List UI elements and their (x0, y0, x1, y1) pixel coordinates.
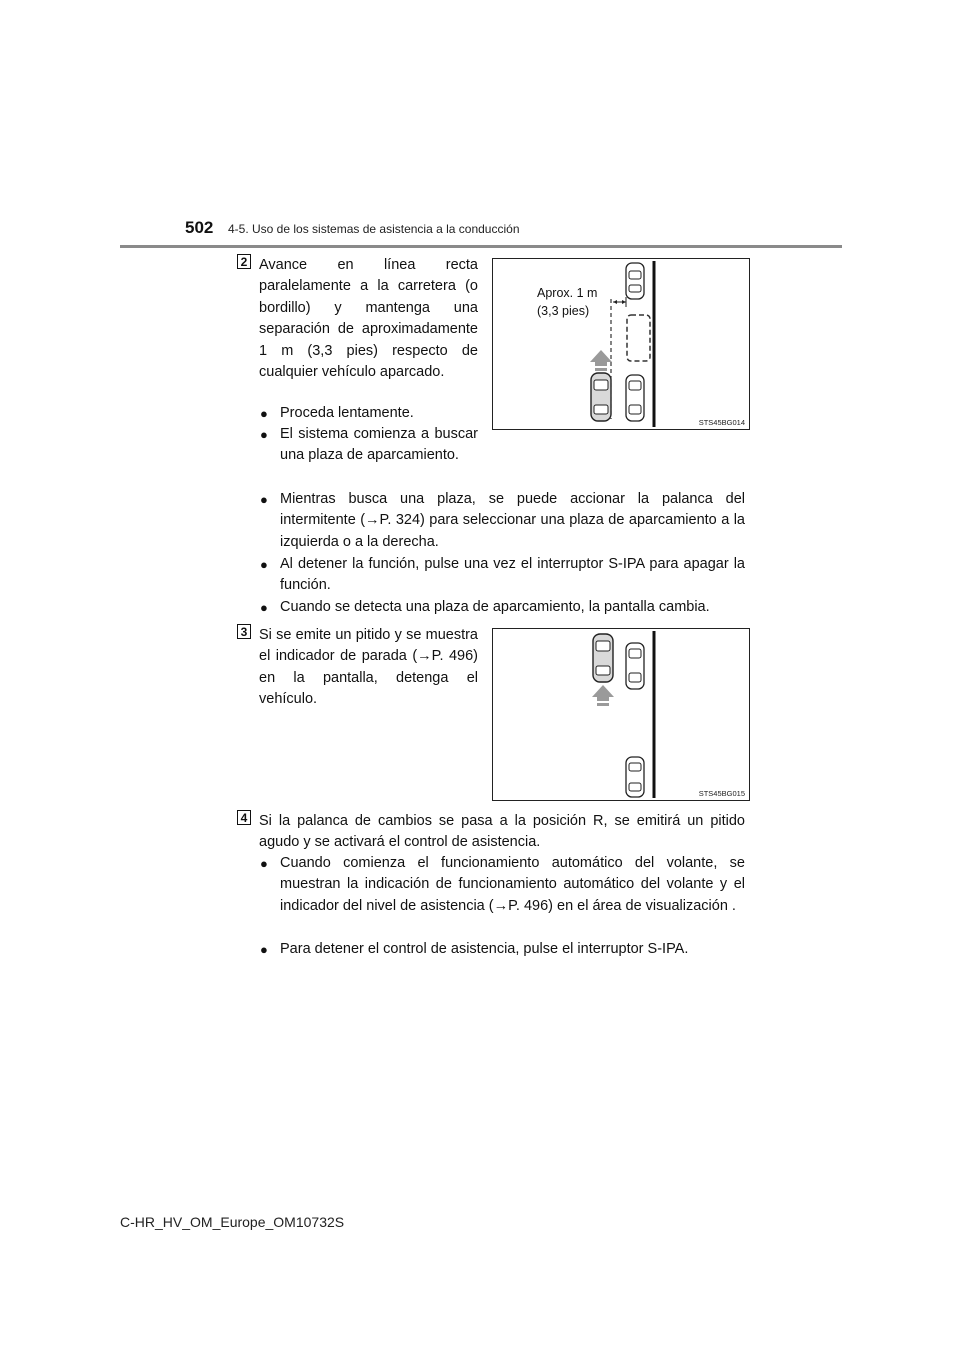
step-number-3: 3 (237, 624, 251, 639)
parking-space-outline (627, 315, 650, 361)
section-title: 4-5. Uso de los sistemas de asistencia a la conducción (228, 222, 520, 236)
step-2-bullet: ● Al detener la función, pulse una vez el interruptor S-IPA para apagar la función. (260, 556, 745, 594)
figure-1-illustration (493, 259, 749, 429)
step-2-text: Avance en línea recta paralelamente a la carretera (o bordillo) y mantenga una separación de aproximadamente 1 m (3,3 pies) respecto de cualquier vehículo aparcado. (259, 257, 478, 381)
forward-arrow-icon (592, 685, 614, 706)
parked-car-icon (626, 643, 644, 689)
parked-car-icon (626, 375, 644, 421)
bullet-icon: ● (260, 406, 268, 421)
step-4-bullet: ● Cuando comienza el funcionamiento automático del volante, se muestran la indicación de funcionamiento automático del volante y el indicador del nivel de asistencia (→P. 496) en el área de visualización . (260, 855, 745, 914)
distance-label: Aprox. 1 m (3,3 pies) (537, 286, 598, 318)
figure-2-illustration (493, 629, 749, 800)
step-2-bullet: ● Cuando se detecta una plaza de aparcamiento, la pantalla cambia. (280, 597, 745, 618)
step-number-4: 4 (237, 810, 251, 825)
forward-arrow-icon (590, 350, 612, 371)
figure-approach-parallel (492, 258, 750, 430)
bullet-icon: ● (260, 856, 268, 871)
bullet-icon: ● (260, 600, 268, 615)
parked-car-icon (626, 757, 644, 797)
document-footer-id: C-HR_HV_OM_Europe_OM10732S (120, 1214, 345, 1230)
figure-code: STS45BG014 (698, 418, 745, 427)
header-rule (120, 245, 842, 248)
bullet-icon: ● (260, 942, 268, 957)
step-2-bullet: ● Proceda lentamente. (280, 403, 478, 424)
own-car-icon (593, 634, 613, 682)
step-3-text: Si se emite un pitido y se muestra el indicador de parada (→P. 496) en la pantalla, detenga el vehículo. (259, 627, 478, 708)
step-2-bullet: ● Mientras busca una plaza, se puede accionar la palanca del intermitente (→P. 324) para seleccionar una plaza de aparcamiento a la izquierda o a la derecha. (260, 491, 745, 550)
bullet-icon: ● (260, 557, 268, 572)
step-2-bullet: ● El sistema comienza a buscar una plaza de aparcamiento. (260, 426, 478, 464)
step-4-bullet: ● Para detener el control de asistencia, pulse el interruptor S-IPA. (280, 939, 745, 960)
own-car-icon (591, 373, 611, 421)
parked-car-icon (626, 263, 644, 299)
bullet-icon: ● (260, 427, 268, 442)
page-number: 502 (185, 218, 214, 237)
step-number-2: 2 (237, 254, 251, 269)
figure-code: STS45BG015 (698, 789, 745, 798)
step-4-text: Si la palanca de cambios se pasa a la posición R, se emitirá un pitido agudo y se activará el control de asistencia. (259, 813, 745, 851)
figure-stop-position (492, 628, 750, 801)
bullet-icon: ● (260, 492, 268, 507)
